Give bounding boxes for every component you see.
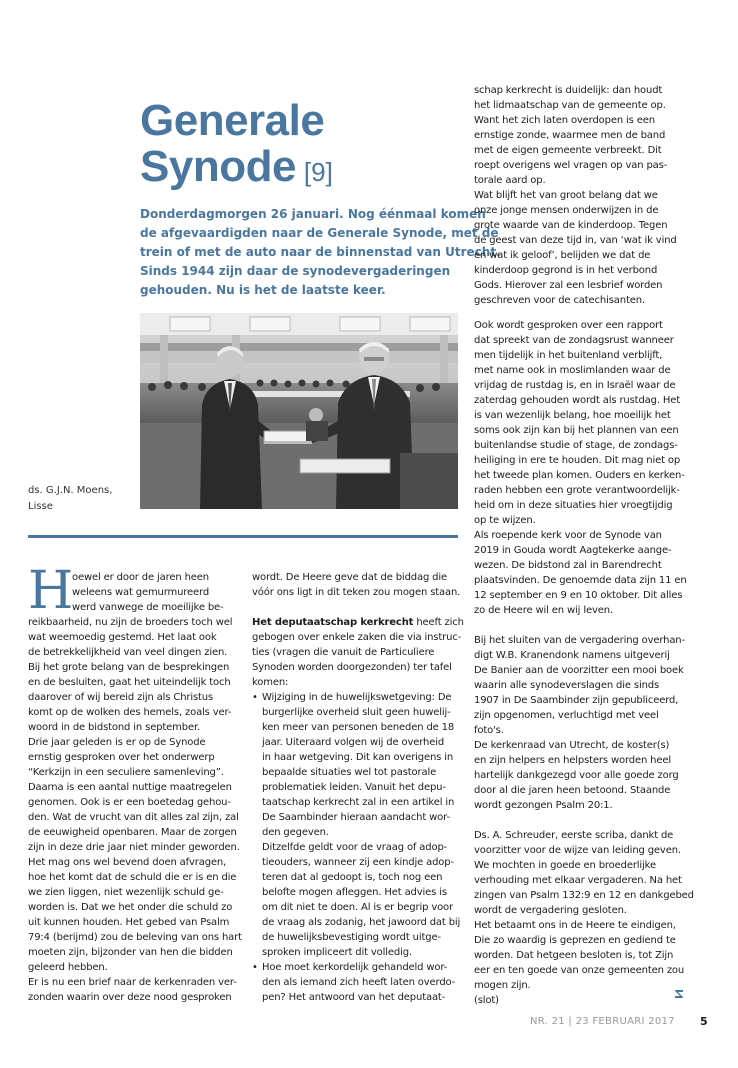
text-line: voorzitter voor de wijze van leiding geven. <box>474 845 681 856</box>
text-line: Ds. A. Schreuder, eerste scriba, dankt de <box>474 830 674 841</box>
text-line: heiliging in ere te houden. Dit mag niet op <box>474 455 681 466</box>
text-line: ernstige zonde, waarmee men de band <box>474 130 666 141</box>
text-line: komt op de wolken des hemels, zoals ver- <box>28 707 232 718</box>
text-line: 12 september en 9 en 10 oktober. Dit alles <box>474 590 683 601</box>
text-line: de geest van deze tijd in, van ‘wat ik vind <box>474 235 677 246</box>
text-line: werd vanwege de moeilijke be- <box>72 602 224 613</box>
text-line: hoe het komt dat de schuld die er is en die <box>28 872 237 883</box>
text-line: Synoden worden doorgezonden) ter tafel <box>252 662 452 673</box>
text-line: taatschap kerkrecht zal in een artikel in <box>262 797 455 808</box>
end-mark-icon <box>673 988 685 1000</box>
text-line: ernstig gesproken over het onderwerp <box>28 752 215 763</box>
text-line: wordt de vergadering gesloten. <box>474 905 627 916</box>
synod-photo <box>140 313 458 509</box>
text-line: onze jonge mensen onderwijzen in de <box>474 205 659 216</box>
text-line: uit kunnen houden. Het gebed van Psalm <box>28 917 230 928</box>
text-line: geleerd hebben. <box>28 962 108 973</box>
text-line: pen? Het antwoord van het deputaat- <box>262 992 446 1003</box>
text-line: mogen zijn. <box>474 980 531 991</box>
bullet-line: • Wijziging in de huwelijkswetgeving: De <box>252 690 464 705</box>
text-line: oewel er door de jaren heen <box>72 572 209 583</box>
text-line: moeten zijn, bijzonder van hen die bidden <box>28 947 233 958</box>
intro-line: Sinds 1944 zijn daar de synodevergaderingen <box>140 264 451 278</box>
intro-line: de afgevaardigden naar de Generale Synode, met de <box>140 226 499 240</box>
text-line: komen: <box>252 677 289 688</box>
text-line: Bij het grote belang van de besprekingen <box>28 662 230 673</box>
text-line: we zien liggen, niet wezenlijk schuld ge- <box>28 887 224 898</box>
text-line: geschreven voor de catechisanten. <box>474 295 645 306</box>
text-line: weleens wat gemurmureerd <box>72 587 210 598</box>
text-line: plaatsvinden. De genoemde data zijn 11 en <box>474 575 687 586</box>
text-line: en wat ik geloof’, belijden we dat de <box>474 250 651 261</box>
text-line: jaar. Uiteraard volgen wij de overheid <box>262 737 445 748</box>
text-line: Gods. Hierover zal een lesbrief worden <box>474 280 663 291</box>
text-line: het tweede plan komen. Ouders en kerken- <box>474 470 685 481</box>
text-line: om dit niet te doen. Al is er begrip voor <box>262 902 453 913</box>
text-column-3 <box>474 83 714 308</box>
text-line: met name ook in moslimlanden waar de <box>474 365 671 376</box>
text-line: en zijn helpers en helpsters worden heel <box>474 755 671 766</box>
text-column-1 <box>28 561 242 1005</box>
bullet-line: • Hoe moet kerkordelijk gehandeld wor- <box>252 960 464 975</box>
title-number: [9] <box>303 157 333 187</box>
section-divider <box>28 535 458 538</box>
closing-note: (slot) <box>474 995 499 1006</box>
text-line: Ook wordt gesproken over een rapport <box>474 320 663 331</box>
intro-line: trein of met de auto naar de binnenstad van Utrecht. <box>140 245 501 259</box>
text-line: 2019 in Gouda wordt Aagtekerke aange- <box>474 545 672 556</box>
text-line: daarover of wij bereid zijn als Christus <box>28 692 214 703</box>
text-line: grote waarde van de kinderdoop. Tegen <box>474 220 668 231</box>
text-line: de eeuwigheid openbaren. Maar de zorgen <box>28 827 237 838</box>
text-line: heid om in deze situaties hier vroegtijdig <box>474 500 673 511</box>
text-line: men tijdelijk in het buitenland verblijft, <box>474 350 663 361</box>
text-line: wordt. De Heere geve dat de biddag die <box>252 572 447 583</box>
text-line: 79:4 (berijmd) zou de beleving van ons hart <box>28 932 242 943</box>
text-line: op te wijzen. <box>474 515 536 526</box>
text-line: wordt gezongen Psalm 20:1. <box>474 800 613 811</box>
text-line: De Banier aan de voorzitter een mooi boek <box>474 665 684 676</box>
text-line: “Kerkzijn in een seculiere samenleving”. <box>28 767 224 778</box>
text-line: in haar wetgeving. Dit kan overigens in <box>262 752 454 763</box>
text-line: zijn in deze drie jaar niet minder geworden. <box>28 842 240 853</box>
text-line: genomen. Ook is er een boetedag gehou- <box>28 797 231 808</box>
dropcap-letter: H <box>28 561 74 621</box>
text-line: verhouding met elkaar vergaderen. Na het <box>474 875 682 886</box>
caption-line: ds. G.J.N. Moens, <box>28 485 113 496</box>
text-line: tieouders, wanneer zij een kindje adop- <box>262 857 454 868</box>
page-number: 5 <box>700 1015 708 1028</box>
text-line: den gegeven. <box>262 827 329 838</box>
text-line: soms ook zijn kan bij het plannen van een <box>474 425 679 436</box>
text-line: Ditzelfde geldt voor de vraag of adop- <box>262 842 448 853</box>
text-line: bepaalde situaties wel tot pastorale <box>262 767 437 778</box>
text-line: Daarna is een aantal nuttige maatregelen <box>28 782 232 793</box>
text-line: 1907 in De Saambinder zijn gepubliceerd, <box>474 695 679 706</box>
text-line: Drie jaar geleden is er op de Synode <box>28 737 206 748</box>
text-line: schap kerkrecht is duidelijk: dan houdt <box>474 85 663 96</box>
text-line: en de besluiten, gaat het uiteindelijk toch <box>28 677 231 688</box>
text-line: digt W.B. Kranendonk namens uitgeverij <box>474 650 670 661</box>
intro-line: gehouden. Nu is het de laatste keer. <box>140 283 386 297</box>
text-line: dat spreekt van de zondagsrust wanneer <box>474 335 674 346</box>
text-line: kinderdoop gegrond is in het verbond <box>474 265 658 276</box>
text-line: ken meer van personen beneden de 18 <box>262 722 455 733</box>
title-line-2-text: Synode <box>140 142 296 191</box>
text-line: vóór ons ligt in dit teken zou mogen staan. <box>252 587 461 598</box>
text-line: Er is nu een brief naar de kerkenraden ver- <box>28 977 237 988</box>
text-line: woord in de bidstond in september. <box>28 722 201 733</box>
text-line: de vraag als zodanig, het jawoord dat bij <box>262 917 461 928</box>
text-line: zingen van Psalm 132:9 en 12 en dankgebed <box>474 890 694 901</box>
text-line: Het betaamt ons in de Heere te eindigen, <box>474 920 676 931</box>
subheading-line <box>252 615 464 630</box>
text-line: gebogen over enkele zaken die via instruc- <box>252 632 462 643</box>
text-column-2 <box>252 570 464 1005</box>
text-line: zonden waarin over deze nood gesproken <box>28 992 232 1003</box>
text-line: Want het zich laten overdopen is een <box>474 115 655 126</box>
title-line-2 <box>140 144 460 195</box>
text-line: roept overigens wel vragen op van pas- <box>474 160 668 171</box>
intro-paragraph <box>140 205 501 300</box>
text-line: Bij het sluiten van de vergadering overhan- <box>474 635 685 646</box>
text-line: eer en ten goede van onze gemeenten zou <box>474 965 685 976</box>
text-line: zijn opgenomen, verluchtigd met veel <box>474 710 659 721</box>
issue-footer: NR. 21 | 23 FEBRUARI 2017 <box>530 1016 675 1027</box>
text-line: buitenlandse studie of stage, de zondags- <box>474 440 678 451</box>
text-line: worden. Dat hetgeen besloten is, tot Zijn <box>474 950 674 961</box>
text-line: Als roepende kerk voor de Synode van <box>474 530 662 541</box>
text-line: burgerlijke overheid sluit geen huwelij- <box>262 707 451 718</box>
text-line: hartelijk dankgezegd voor alle goede zorg <box>474 770 679 781</box>
text-line: is van wezenlijk belang, hoe moeilijk het <box>474 410 671 421</box>
text-line: het lidmaatschap van de gemeente op. <box>474 100 666 111</box>
caption-line: Lisse <box>28 501 53 512</box>
subheading-rest: heeft zich <box>413 617 464 628</box>
text-line: Die zo waardig is geprezen en gediend te <box>474 935 676 946</box>
text-line: Wat blijft het van groot belang dat we <box>474 190 658 201</box>
text-line: problematiek leiden. Vanuit het depu- <box>262 782 446 793</box>
text-line: reikbaarheid, nu zijn de broeders toch wel <box>28 617 233 628</box>
text-line: De kerkenraad van Utrecht, de koster(s) <box>474 740 670 751</box>
text-line: ties (vragen die vanuit de Particuliere <box>252 647 435 658</box>
text-line: sproken impliceert dit volledig. <box>262 947 412 958</box>
text-line: wezen. De bidstond zal in Barendrecht <box>474 560 662 571</box>
text-line: We mochten in goede en broederlijke <box>474 860 656 871</box>
text-line: Het mag ons wel bevend doen afvragen, <box>28 857 227 868</box>
text-line: door al die jaren heen betoond. Staande <box>474 785 671 796</box>
text-line: de betrekkelijkheid van veel dingen zien. <box>28 647 228 658</box>
photo-caption <box>28 483 112 515</box>
text-line: De Saambinder hieraan aandacht wor- <box>262 812 450 823</box>
text-line: wat weemoedig gestemd. Het laat ook <box>28 632 217 643</box>
title-line-1: Generale <box>140 96 325 145</box>
text-line: den als iemand zich heeft laten overdo- <box>262 977 456 988</box>
article-title <box>140 98 460 195</box>
text-line: den. Wat de vrucht van dit alles zal zijn, zal <box>28 812 239 823</box>
text-line: torale aard op. <box>474 175 546 186</box>
text-line: waarin alle synodeverslagen die sinds <box>474 680 660 691</box>
text-line: met de eigen gemeente verbreekt. Dit <box>474 145 662 156</box>
intro-line: Donderdagmorgen 26 januari. Nog éénmaal komen <box>140 207 486 221</box>
text-line: belofte mogen afleggen. Het advies is <box>262 887 447 898</box>
text-line: zaterdag gehouden wordt als rustdag. Het <box>474 395 681 406</box>
subheading: Het deputaatschap kerkrecht <box>252 617 414 628</box>
text-column-4 <box>474 318 714 1008</box>
text-line: zo de Heere wil en wij leven. <box>474 605 613 616</box>
text-line: de huwelijksbevestiging wordt uitge- <box>262 932 441 943</box>
text-line: foto's. <box>474 725 504 736</box>
text-line: worden is. Dat we het onder die schuld zo <box>28 902 233 913</box>
text-line: vrijdag de rustdag is, en in Israël waar de <box>474 380 676 391</box>
text-line: raden hebben een grote verantwoordelijk- <box>474 485 680 496</box>
text-line: teren dat al gedoopt is, toch nog een <box>262 872 443 883</box>
